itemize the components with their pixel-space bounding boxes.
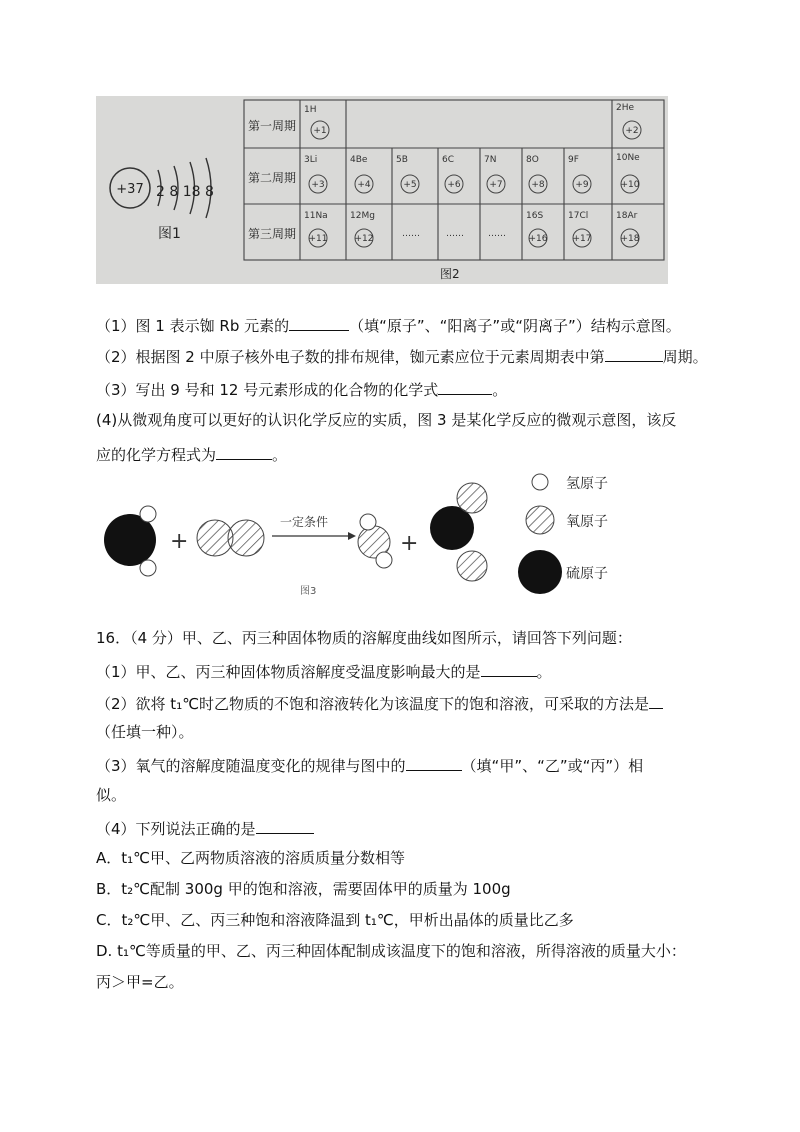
so2-molecule [430,483,487,581]
figure-3-reaction [100,470,660,610]
element-label: 1H [304,105,317,115]
q15-part2-text: （2）根据图 2 中原子核外电子数的排布规律，铷元素应位于元素周期表中第 [96,348,605,366]
q16-part1 [96,660,552,682]
option-b-text: B．t₂℃配制 300g 甲的饱和溶液，需要固体甲的质量为 100g [96,880,511,898]
q16-title [96,628,632,648]
element-nucleus: +16 [528,234,548,244]
fig1-caption: 图1 [158,226,181,242]
q16-option-d-line2 [96,972,184,992]
option-d-text2: 丙＞甲=乙。 [96,973,184,991]
q15-part4-line2 [96,443,287,465]
q16-part1-text: （1）甲、乙、丙三种固体物质溶解度受温度影响最大的是 [96,663,481,681]
element-nucleus: +6 [447,180,461,190]
o2-molecule [197,520,264,556]
element-label: 7N [484,155,497,165]
plus-sign: + [400,531,419,556]
element-nucleus: +2 [625,126,639,136]
q16-part3-text: （3）氧气的溶解度随温度变化的规律与图中的 [96,757,406,775]
q16-option-a [96,848,405,868]
answer-blank[interactable] [406,754,462,771]
q15-part4-text: (4)从微观角度可以更好的认识化学反应的实质，图 3 是某化学反应的微观示意图，该反 [96,411,677,429]
fig3-caption: 图3 [300,586,317,597]
q16-part3 [96,754,643,776]
plus-sign: + [170,529,189,554]
element-label: 8O [526,155,539,165]
element-label: 6C [442,155,455,165]
q15-part1-text2: （填“原子”、“阳离子”或“阴离子”）结构示意图。 [349,317,681,335]
fig2-caption: 图2 [440,267,460,281]
element-nucleus: +17 [572,234,592,244]
h2o-molecule [358,514,392,568]
element-nucleus: +5 [403,180,417,190]
element-nucleus: +11 [308,234,328,244]
q15-part3-text2: 。 [492,381,508,399]
element-label: 3Li [304,155,318,165]
q15-part4-text2: 应的化学方程式为 [96,446,217,464]
element-label: 9F [568,155,579,165]
q16-option-d [96,941,686,961]
element-ellipsis: …… [402,229,420,239]
element-nucleus: +9 [575,180,589,190]
q16-part2-text2: （任填一种）。 [96,723,194,741]
q16-part3-line2 [96,785,126,805]
fig1-shells: 2 8 18 8 [156,184,214,200]
element-nucleus: +12 [354,234,374,244]
q15-part2 [96,345,708,367]
q15-part3 [96,378,507,400]
legend [518,474,608,594]
q16-title-text: 16．（4 分）甲、乙、丙三种固体物质的溶解度曲线如图所示，请回答下列问题： [96,629,632,647]
option-c-text: C．t₂℃甲、乙、丙三种饱和溶液降温到 t₁℃，甲析出晶体的质量比乙多 [96,911,574,929]
q15-part3-text: （3）写出 9 号和 12 号元素形成的化合物的化学式 [96,381,439,399]
answer-blank[interactable] [481,660,537,677]
option-d-text: D. t₁℃等质量的甲、乙、丙三种固体配制成该温度下的饱和溶液，所得溶液的质量大小： [96,942,686,960]
element-label: 4Be [350,155,368,165]
element-label: 18Ar [616,211,638,221]
reaction-condition: 一定条件 [280,515,329,529]
element-label: 16S [526,211,544,221]
answer-blank[interactable] [438,378,492,395]
element-nucleus: +10 [620,180,640,190]
period-2-label: 第二周期 [248,171,297,185]
element-label: 11Na [304,211,328,221]
q16-part1-text2: 。 [536,663,552,681]
q15-part2-text2: 周期。 [662,348,708,366]
q16-part4-text: （4）下列说法正确的是 [96,820,256,838]
element-nucleus: +3 [311,180,325,190]
element-label: 5B [396,155,408,165]
q15-part1 [96,314,681,336]
period-3-label: 第三周期 [248,227,297,241]
element-ellipsis: …… [488,229,506,239]
q16-option-c [96,910,574,930]
answer-blank[interactable] [216,443,272,460]
legend-sulfur: 硫原子 [566,566,608,582]
period-1-label: 第一周期 [248,119,297,133]
fig1-nucleus: +37 [116,182,144,197]
answer-blank[interactable] [649,692,663,709]
reaction-arrow [272,514,356,540]
element-label: 17Cl [568,211,589,221]
element-nucleus: +18 [620,234,640,244]
q15-part4-line1 [96,410,676,430]
element-label: 12Mg [350,211,375,221]
q16-part2-text: （2）欲将 t₁℃时乙物质的不饱和溶液转化为该温度下的饱和溶液，可采取的方法是 [96,695,650,713]
h2s-molecule-left [104,506,156,576]
element-ellipsis: …… [446,229,464,239]
element-nucleus: +8 [531,180,545,190]
element-nucleus: +1 [313,126,327,136]
answer-blank[interactable] [605,345,663,362]
figure-1-2-scan [96,96,668,284]
q16-part3-text2: （填“甲”、“乙”或“丙”）相 [461,757,644,775]
element-nucleus: +4 [357,180,371,190]
element-label: 2He [616,103,635,113]
answer-blank[interactable] [256,817,314,834]
q15-part1-text: （1）图 1 表示铷 Rb 元素的 [96,317,290,335]
q15-part4-text3: 。 [272,446,288,464]
element-label: 10Ne [616,153,640,163]
legend-oxygen: 氧原子 [566,514,608,530]
element-nucleus: +7 [489,180,503,190]
q16-part3-text3: 似。 [96,786,127,804]
legend-hydrogen: 氢原子 [566,476,608,492]
figure-1-rb-structure [110,158,214,242]
q16-part2-line2 [96,722,194,742]
q16-option-b [96,879,511,899]
answer-blank[interactable] [289,314,349,331]
q16-part2 [96,692,663,714]
q16-part4 [96,817,314,839]
option-a-text: A．t₁℃甲、乙两物质溶液的溶质质量分数相等 [96,849,406,867]
